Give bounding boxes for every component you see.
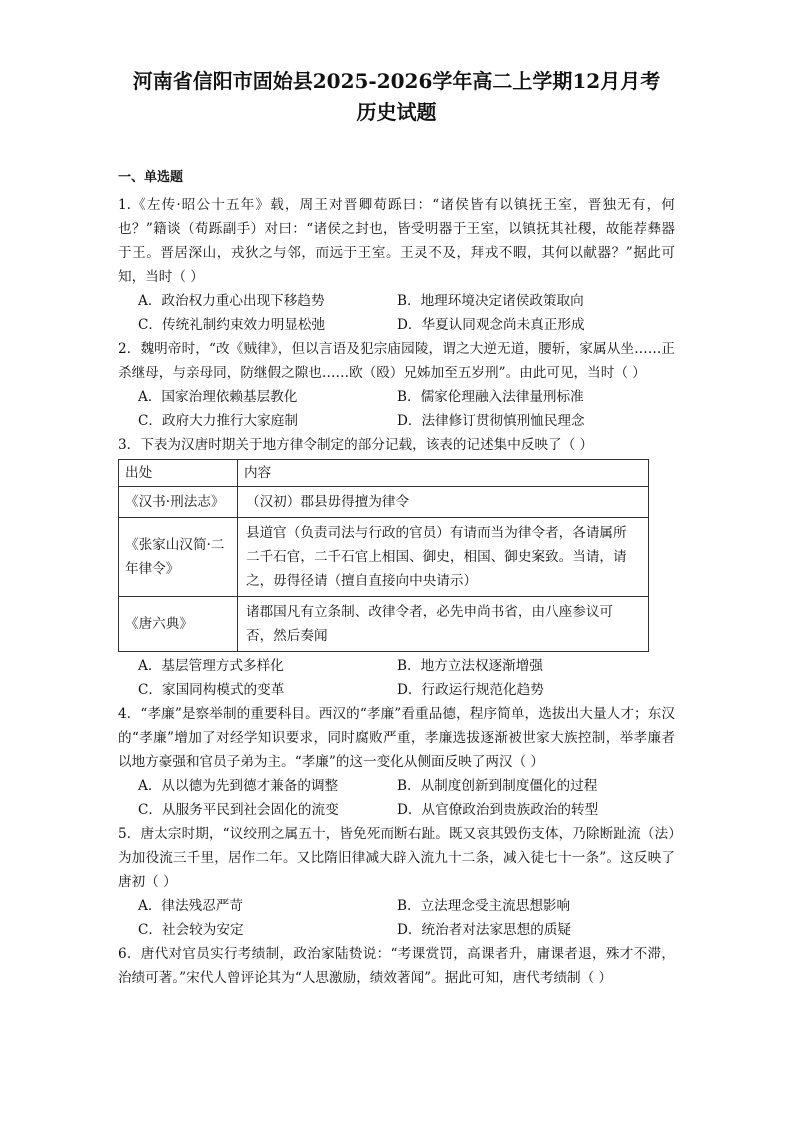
option-c[interactable]: C．从服务平民到社会固化的流变 (138, 802, 339, 818)
table-cell-source: 《唐六典》 (119, 597, 238, 652)
exam-title-line2: 历史试题 (356, 100, 437, 124)
option-b[interactable]: B．地理环境决定诸侯政策取向 (397, 293, 584, 309)
option-c[interactable]: C．政府大力推行大家庭制 (138, 413, 298, 429)
table-header-row (119, 460, 649, 487)
option-b[interactable]: B．从制度创新到制度僵化的过程 (397, 778, 598, 794)
option-d[interactable]: D．从官僚政治到贵族政治的转型 (397, 802, 599, 818)
option-d[interactable]: D．行政运行规范化趋势 (397, 682, 544, 698)
option-list (118, 289, 675, 337)
option-list (118, 774, 675, 822)
option-a[interactable]: A．基层管理方式多样化 (138, 658, 284, 674)
option-c[interactable]: C．社会较为安定 (138, 922, 244, 938)
question-1 (118, 193, 675, 337)
option-list (118, 654, 675, 702)
option-b[interactable]: B．儒家伦理融入法律量刑标准 (397, 389, 584, 405)
table-header-source: 出处 (119, 460, 238, 487)
option-a[interactable]: A．国家治理依赖基层教化 (138, 389, 298, 405)
question-4 (118, 702, 675, 822)
option-a[interactable]: A．从以德为先到德才兼备的调整 (138, 778, 339, 794)
table-cell-source: 《张家山汉简·二年律令》 (119, 518, 238, 597)
section-heading: 一、单选题 (118, 170, 184, 185)
table-row (119, 487, 649, 518)
option-a[interactable]: A．政治权力重心出现下移趋势 (138, 293, 325, 309)
question-stem: 2．魏明帝时，“改《贼律》，但以言语及犯宗庙园陵，谓之大逆无道，腰斩，家属从坐……正杀继母，与亲母同，防继假之隙也……欧（殴）兄姊加至五岁刑”。由此可见，当时（ ） (118, 341, 675, 381)
table-cell-content: 县道官（负责司法与行政的官员）有请而当为律令者，各请属所二千石官，二千石官上相国、御史，相国、御史案致。当请，请之，毋得径请（擅自直接向中央请示） (238, 518, 649, 597)
question-6 (118, 942, 675, 990)
option-d[interactable]: D．统治者对法家思想的质疑 (397, 922, 572, 938)
question-stem: 5．唐太宗时期，“议绞刑之属五十，皆免死而断右趾。既又哀其毁伤支体，乃除断趾流（法）为加役流三千里，居作二年。又比隋旧律减大辟入流九十二条，减入徒七十一条”。这反映了唐初（ ） (118, 826, 675, 890)
option-b[interactable]: B．地方立法权逐渐增强 (397, 658, 543, 674)
table-cell-content: （汉初）郡县毋得擅为律令 (238, 487, 649, 518)
table-row (119, 597, 649, 652)
option-b[interactable]: B．立法理念受主流思想影响 (397, 898, 571, 914)
question-stem: 1.《左传·昭公十五年》载，周王对晋卿荀跞曰：“诸侯皆有以镇抚王室，晋独无有，何也？”籍谈（荀跞副手）对曰：“诸侯之封也，皆受明器于王室，以镇抚其社稷，故能荐彝器于王。晋居深山，戎狄之与邻，而远于王室。王灵不及，拜戎不暇，其何以献器？”据此可知，当时（ ） (118, 197, 675, 285)
option-list (118, 894, 675, 942)
table-row (119, 518, 649, 597)
exam-title (118, 0, 675, 128)
exam-title-line1: 河南省信阳市固始县2025-2026学年高二上学期12月月考 (132, 69, 661, 93)
question-stem: 6．唐代对官员实行考绩制，政治家陆贽说：“考课赏罚，高课者升，庸课者退，殊才不滞，治绩可著。”宋代人曾评论其为“人思激励，绩效著闻”。据此可知，唐代考绩制（ ） (118, 946, 675, 986)
option-d[interactable]: D．华夏认同观念尚未真正形成 (397, 317, 585, 333)
option-c[interactable]: C．家国同构模式的变革 (138, 682, 285, 698)
table-cell-content: 诸郡国凡有立条制、改律令者，必先申尚书省，由八座参议可否，然后奏闻 (238, 597, 649, 652)
option-a[interactable]: A．律法残忍严苛 (138, 898, 243, 914)
option-c[interactable]: C．传统礼制约束效力明显松弛 (138, 317, 326, 333)
law-table (118, 459, 649, 652)
question-3 (118, 433, 675, 702)
table-header-content: 内容 (238, 460, 649, 487)
question-stem: 4．“孝廉”是察举制的重要科目。西汉的“孝廉”看重品德，程序简单，选拔出大量人才；东汉的“孝廉”增加了对经学知识要求，同时腐败严重，孝廉选拔逐渐被世家大族控制，举孝廉者以地方豪强和官员子弟为主。“孝廉”的这一变化从侧面反映了两汉（ ） (118, 706, 675, 770)
table-cell-source: 《汉书·刑法志》 (119, 487, 238, 518)
option-list (118, 385, 675, 433)
question-stem: 3．下表为汉唐时期关于地方律令制定的部分记载，该表的记述集中反映了（ ） (118, 437, 594, 453)
question-5 (118, 822, 675, 942)
question-2 (118, 337, 675, 433)
option-d[interactable]: D．法律修订贯彻慎刑恤民理念 (397, 413, 585, 429)
